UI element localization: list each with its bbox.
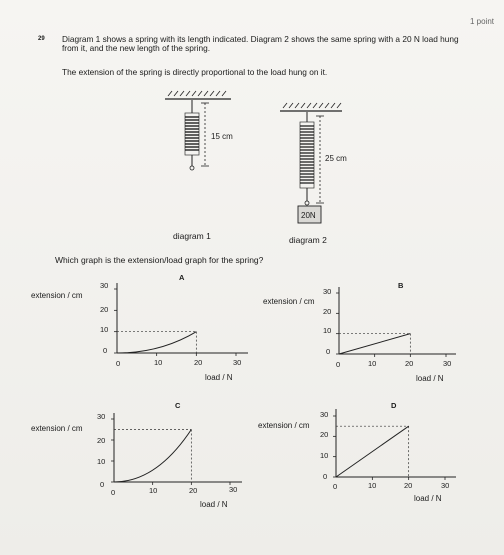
graph-c-xlabel: load / N — [200, 500, 228, 509]
question-number: 29 — [38, 36, 45, 42]
graph-d-xlabel: load / N — [414, 494, 442, 503]
diagram1-caption: diagram 1 — [173, 231, 211, 241]
graph-a-ytick-20: 20 — [100, 305, 109, 314]
graph-a-ytick-10: 10 — [100, 325, 109, 334]
graph-d-data-line — [336, 426, 409, 477]
graph-a-ytick-30: 30 — [100, 281, 109, 290]
diagram2-caption: diagram 2 — [289, 235, 327, 245]
graph-c-ytick-30: 30 — [97, 412, 106, 421]
graph-b-ytick-30: 30 — [323, 287, 332, 296]
graph-b-ytick-10: 10 — [323, 326, 332, 335]
graph-c-xtick-20: 20 — [189, 486, 198, 495]
graph-d-xtick-0: 0 — [333, 482, 338, 491]
graph-b-ytick-0: 0 — [326, 347, 331, 356]
graph-d-xtick-10: 10 — [368, 481, 377, 490]
graph-d-ytick-20: 20 — [320, 430, 329, 439]
graph-d-xtick-20: 20 — [404, 481, 413, 490]
graph-b-xtick-20: 20 — [405, 359, 414, 368]
graph-d-ylabel: extension / cm — [258, 421, 310, 430]
graph-d-xtick-30: 30 — [441, 481, 450, 490]
graph-b-xtick-0: 0 — [336, 360, 341, 369]
question-prompt: Which graph is the extension/load graph for the spring? — [55, 255, 264, 265]
graph-b-letter: B — [398, 281, 404, 290]
points-label: 1 point — [469, 17, 494, 26]
graph-d-letter: D — [391, 401, 397, 410]
graph-a-xtick-30: 30 — [233, 358, 242, 367]
load-weight-label: 20N — [301, 211, 316, 220]
graph-c-data-curve — [114, 430, 191, 483]
graph-a-xtick-20: 20 — [194, 358, 203, 367]
graph-d-ytick-30: 30 — [320, 410, 329, 419]
question-statement: The extension of the spring is directly proportional to the load hung on it. — [62, 67, 328, 77]
graph-c-ytick-0: 0 — [100, 480, 105, 489]
graph-c-ytick-10: 10 — [97, 457, 106, 466]
graph-c-xtick-10: 10 — [149, 486, 158, 495]
graph-c-xtick-30: 30 — [229, 485, 238, 494]
graph-a-ylabel: extension / cm — [31, 291, 83, 300]
graph-c-xtick-0: 0 — [111, 488, 116, 497]
graph-c-ylabel: extension / cm — [31, 424, 83, 433]
graph-a-ytick-0: 0 — [103, 346, 108, 355]
graph-c-ytick-20: 20 — [97, 436, 106, 445]
graph-a-data-curve — [117, 332, 196, 353]
graph-b-xtick-30: 30 — [443, 359, 452, 368]
graph-a-xtick-10: 10 — [154, 358, 163, 367]
question-text: Diagram 1 shows a spring with its length indicated. Diagram 2 shows the same spring with a 20 N load hung from it, and the new length of the spring. — [62, 34, 459, 53]
graph-b-ylabel: extension / cm — [263, 297, 315, 306]
graph-a-xtick-0: 0 — [116, 359, 121, 368]
graph-b-data-line — [339, 334, 410, 354]
diagram1-length-label: 15 cm — [211, 132, 233, 141]
graph-b-xtick-10: 10 — [368, 359, 377, 368]
graph-d-ytick-0: 0 — [323, 472, 328, 481]
graph-c-letter: C — [175, 401, 181, 410]
graph-d-ytick-10: 10 — [320, 451, 329, 460]
diagram2-length-label: 25 cm — [325, 154, 347, 163]
graph-b-ytick-20: 20 — [323, 307, 332, 316]
graph-a-xlabel: load / N — [205, 373, 233, 382]
graph-b-xlabel: load / N — [416, 374, 444, 383]
graph-a-letter: A — [179, 273, 185, 282]
